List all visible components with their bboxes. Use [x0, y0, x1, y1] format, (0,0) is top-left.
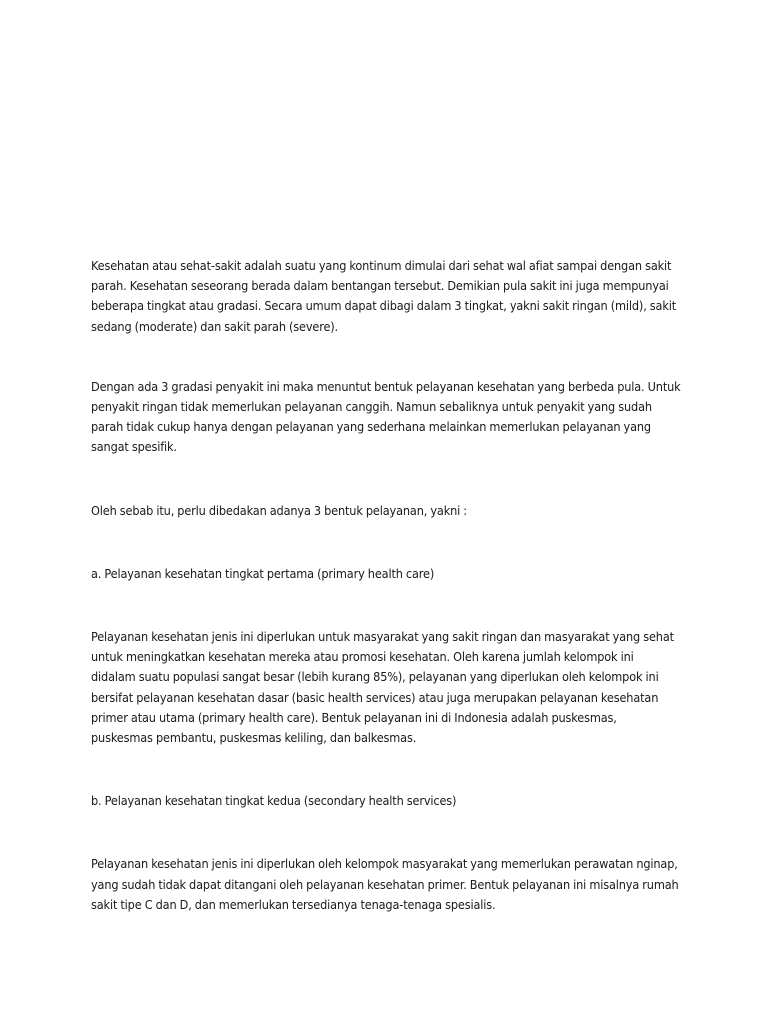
paragraph-service-gradation: Dengan ada 3 gradasi penyakit ini maka menuntut bentuk pelayanan kesehatan yang berbeda pula. Untuk penyakit ringan tidak memerlukan pelayanan canggih. Namun sebaliknya untuk penyakit yang sudah parah tidak cukup hanya dengan pelayanan yang sederhana melainkan memerlukan pelayanan yang sangat spesifik. — [91, 378, 681, 455]
paragraph-secondary-health-services: Pelayanan kesehatan jenis ini diperlukan oleh kelompok masyarakat yang memerlukan perawatan nginap, yang sudah tidak dapat ditangani oleh pelayanan kesehatan primer. Bentuk pelayanan ini misalnya rumah sakit tipe C dan D, dan memerlukan tersedianya tenaga-tenaga spesialis. — [91, 856, 679, 912]
paragraph-primary-health-care: Pelayanan kesehatan jenis ini diperlukan untuk masyarakat yang sakit ringan dan masyarakat yang sehat untuk meningkatkan kesehatan mereka atau promosi kesehatan. Oleh karena jumlah kelompok ini didalam suatu populasi sangat besar (lebih kurang 85%), pelayanan yang diperlukan oleh kelompok ini bersifat pelayanan kesehatan dasar (basic health services) atau juga merupakan pelayanan kesehatan primer atau utama (primary health care). Bentuk pelayanan ini di Indonesia adalah puskesmas, puskesmas pembantu, puskesmas keliling, dan balkesmas. — [91, 629, 674, 746]
heading-secondary-health-services: b. Pelayanan kesehatan tingkat kedua (secondary health services) — [91, 793, 457, 809]
paragraph-health-continuum: Kesehatan atau sehat-sakit adalah suatu yang kontinum dimulai dari sehat wal afiat sampai dengan sakit parah. Kesehatan seseorang berada dalam bentangan tersebut. Demikian pula sakit ini juga mempunyai beberapa tingkat atau gradasi. Secara umum dapat dibagi dalam 3 tingkat, yakni sakit ringan (mild), sakit sedang (moderate) dan sakit parah (severe). — [91, 258, 677, 334]
paragraph-three-services-intro: Oleh sebab itu, perlu dibedakan adanya 3 bentuk pelayanan, yakni : — [91, 502, 467, 518]
document-body — [91, 256, 681, 915]
heading-primary-health-care: a. Pelayanan kesehatan tingkat pertama (primary health care) — [91, 565, 435, 581]
